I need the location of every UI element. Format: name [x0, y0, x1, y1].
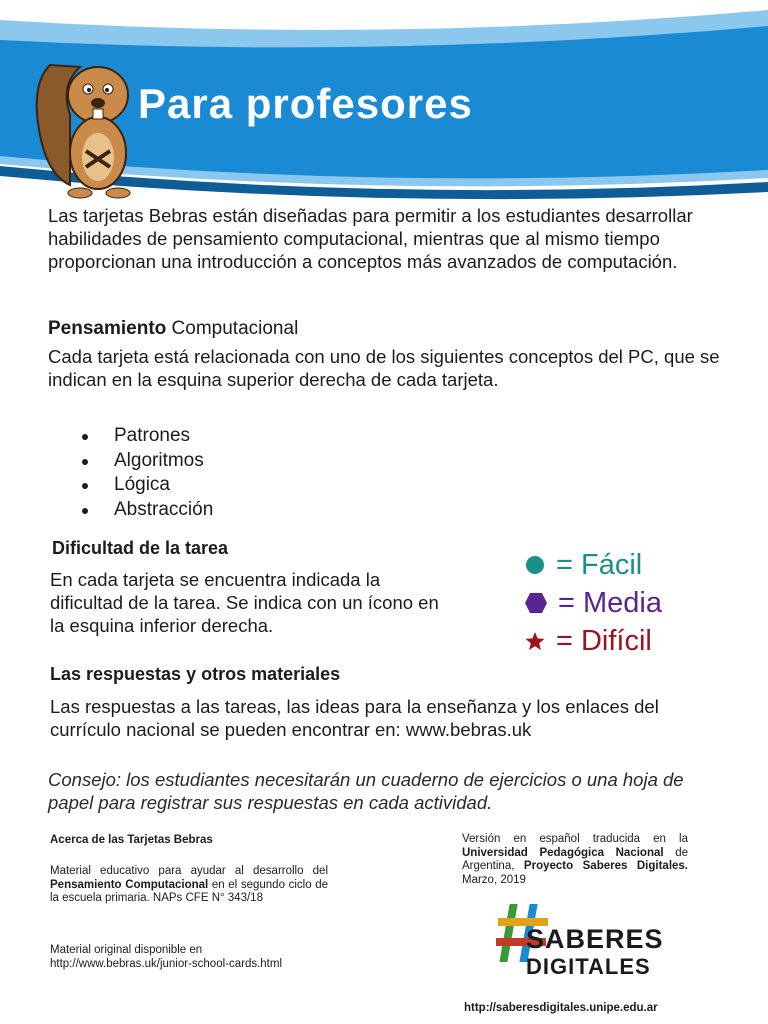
saberes-digitales-logo: [496, 902, 696, 982]
computational-thinking-heading: [48, 318, 298, 340]
about-bold: Pensamiento Computacional: [50, 878, 209, 891]
tip-text: Consejo: los estudiantes necesitarán un cuaderno de ejercicios o una hoja de papel para registrar sus respuestas en cada actividad.: [48, 769, 684, 813]
about-title: Acerca de las Tarjetas Bebras: [50, 834, 213, 846]
about-pre: Material educativo para ayudar al desarrollo del: [50, 865, 328, 877]
legend-label: = Fácil: [556, 549, 643, 581]
answers-heading: Las respuestas y otros materiales: [50, 664, 341, 684]
version-post: Marzo, 2019: [462, 873, 526, 886]
star-icon: [524, 630, 546, 652]
list-item: Patrones: [82, 424, 213, 449]
computational-thinking-text: Cada tarjeta está relacionada con uno de los siguientes conceptos del PC, que se indican en la esquina superior derecha de cada tarjeta.: [48, 346, 720, 390]
page-title: Para profesores: [138, 80, 473, 127]
list-item: Algoritmos: [82, 449, 213, 474]
difficulty-heading: Dificultad de la tarea: [52, 538, 229, 558]
logo-text-digitales: DIGITALES: [526, 954, 651, 979]
logo-text-saberes: SABERES: [526, 924, 664, 954]
list-item: Abstracción: [82, 498, 213, 523]
original-source-text: Material original disponible en http://www.bebras.uk/junior-school-cards.html: [50, 944, 283, 970]
legend-hard: [524, 622, 662, 660]
answers-text: Las respuestas a las tareas, las ideas para la enseñanza y los enlaces del currículo nacional se pueden encontrar en: www.bebras.uk: [50, 696, 659, 740]
circle-icon: [524, 554, 546, 576]
legend-medium: [524, 584, 662, 622]
version-mid: de Argentina,: [462, 846, 688, 872]
version-pre: Versión en español traducida en la: [462, 833, 688, 845]
legend-label: = Difícil: [556, 625, 652, 657]
version-text: [462, 833, 688, 887]
version-bold-university: Universidad Pedagógica Nacional: [462, 846, 664, 859]
about-text: [50, 865, 328, 906]
intro-paragraph: Las tarjetas Bebras están diseñadas para permitir a los estudiantes desarrollar habilidades de pensamiento computacional, mientras que al mismo tiempo proporcionan una introducción a conceptos más avanzados de computación.: [48, 205, 693, 272]
list-item: Lógica: [82, 473, 213, 498]
heading-bold: Pensamiento: [48, 318, 167, 339]
beaver-mascot-icon: [30, 55, 140, 205]
site-url-link[interactable]: http://saberesdigitales.unipe.edu.ar: [464, 1001, 658, 1014]
legend-easy: [524, 546, 662, 584]
about-post: en el segundo ciclo de la escuela primaria. NAPs CFE N° 343/18: [50, 878, 329, 904]
version-bold-project: Proyecto Saberes Digitales.: [523, 860, 688, 872]
legend-label: = Media: [558, 587, 662, 619]
difficulty-text: En cada tarjeta se encuentra indicada la dificultad de la tarea. Se indica con un ícono en la esquina inferior derecha.: [50, 569, 439, 636]
difficulty-legend: [524, 546, 662, 660]
hexagon-icon: [524, 592, 548, 614]
concept-list: [82, 424, 213, 522]
heading-rest: Computacional: [171, 318, 299, 339]
